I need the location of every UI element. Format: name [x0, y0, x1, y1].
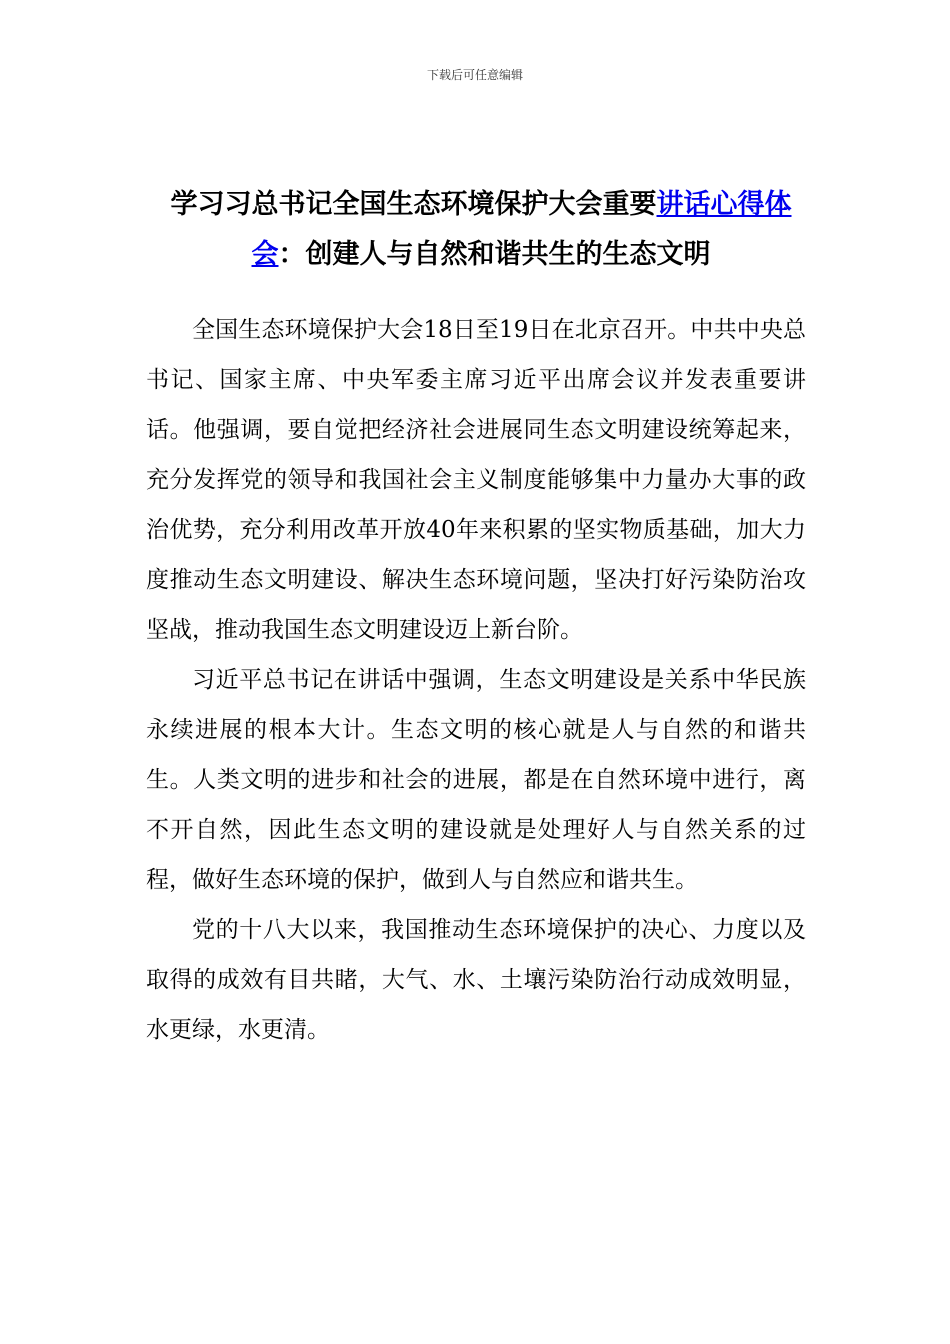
page-header-note: 下载后可任意编辑 [426, 68, 523, 82]
title-text: 学习习总书记全国生态环境保护大会重要 [170, 189, 657, 220]
paragraph-1: 全国生态环境保护大会18日至19日在北京召开。中共中央总书记、国家主席、中央军委主席习近平出席会议并发表重要讲话。他强调，要自觉把经济社会进展同生态文明建设统筹起来，充分发挥党的领导和我国社会主义制度能够集中力量办大事的政治优势，充分利用改革开放40年来积累的坚实物质基础，加大力度推动生态文明建设、解决生态环境问题，坚决打好污染防治攻坚战，推动我国生态文明建设迈上新台阶。 [146, 317, 806, 643]
paragraph-2: 习近平总书记在讲话中强调，生态文明建设是关系中华民族永续进展的根本大计。生态文明的核心就是人与自然的和谐共生。人类文明的进步和社会的进展，都是在自然环境中进行，离不开自然，因此生态文明的建设就是处理好人与自然关系的过程，做好生态环境的保护，做到人与自然应和谐共生。 [146, 667, 806, 893]
article-title [146, 180, 816, 280]
title-subtitle-text: ：创建人与自然和谐共生的生态文明 [278, 239, 711, 270]
paragraph-3: 党的十八大以来，我国推动生态环境保护的决心、力度以及取得的成效有目共睹，大气、水、土壤污染防治行动成效明显，水更绿，水更清。 [146, 917, 806, 1043]
article-body [146, 305, 806, 1055]
title-link[interactable]: 讲话心得体会 [251, 189, 792, 270]
